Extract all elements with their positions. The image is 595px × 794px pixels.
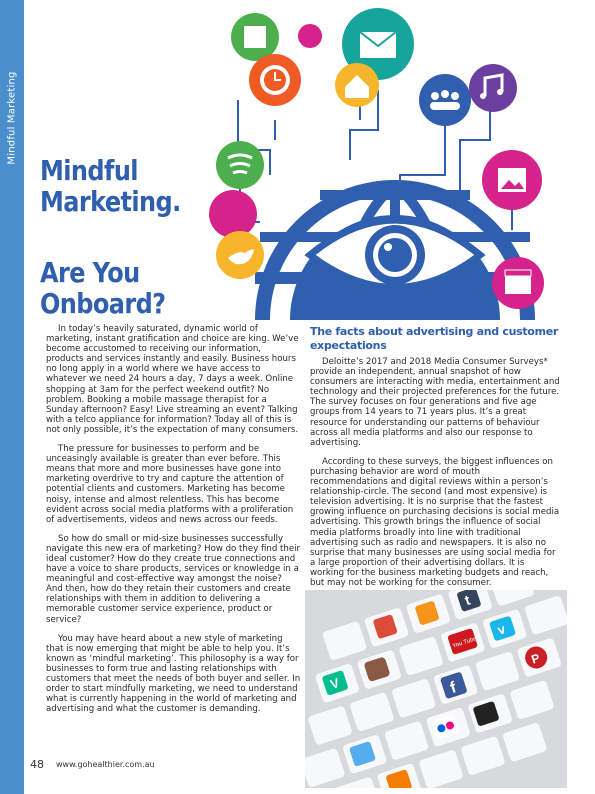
right-paragraph: According to these surveys, the biggest influences on purchasing behavior are word of mouth recommendations and digital reviews within a person’s relationship-circle. The second (and most expensive) is television advertising. It is no surprise that the fastest growing influence on purchasing decisions is social media advertising. This growth brings the influence of social media platforms broadly into line with traditional advertising such as radio and newspapers. It is also no surprise that many businesses are using social media for a large proportion of their advertising dollars. It is working for the business marketing budgets and reach, but may not be working for the consumer. — [310, 456, 560, 588]
image-icon — [482, 150, 542, 210]
headline-line-1: Mindful — [40, 154, 138, 188]
headline-line-3: Are You — [40, 256, 140, 290]
clock-icon — [249, 54, 301, 106]
pinterest-key-label: P — [529, 650, 542, 667]
left-column — [46, 324, 301, 723]
people-icon — [419, 74, 471, 126]
vimeo-key-label: v — [495, 621, 508, 638]
facebook-key-label: f — [448, 679, 459, 698]
tumblr-key-label: t — [462, 591, 473, 609]
left-paragraph: You may have heard about a new style of marketing that is now emerging that might be able to help you. It’s known as ‘mindful marketing’. This philosophy is a way for businesses to form true and lasting relationships with customers that meet the needs of both buyer and seller. In order to start mindfully marketing, we need to understand what is currently happening in the world of marketing and advertising and what the customer is demanding. — [46, 633, 301, 715]
social-keyboard-photo — [305, 590, 567, 788]
youtube-key-label: You Tube — [451, 636, 478, 650]
page-number: 48 — [30, 758, 44, 771]
pink-dot-icon — [209, 190, 257, 238]
bird-icon — [216, 231, 264, 279]
left-paragraph: So how do small or mid-size businesses successfully navigate this new era of marketing? How do they find their ideal customer? How do they create true connections and have a voice to share products, services or knowledge in a meaningful and cost-effective way amongst the noise? And then, how do they retain their customers and create relationships with them in addition to delivering a memorable customer service experience, product or service? — [46, 533, 301, 625]
music-icon — [469, 64, 517, 112]
square-pink-icon — [298, 24, 322, 48]
right-paragraph: Deloitte’s 2017 and 2018 Media Consumer Surveys* provide an independent, annual snapshot of how consumers are interacting with media, entertainment and technology and their projected preferences for the future. The survey focuses on four generations and five age groups from 14 years to 71 years plus. It’s a great resource for understanding our patterns of behaviour across all media platforms and also our response to advertising. — [310, 357, 560, 448]
right-column — [310, 357, 560, 597]
wifi-icon — [216, 141, 264, 189]
headline-line-4: Onboard? — [40, 287, 166, 321]
left-paragraph: In today’s heavily saturated, dynamic world of marketing, instant gratification and choice are king. We’ve become accustomed to receiving our information, products and services instantly and easily. Business hours no long apply in a world where we have access to whatever we need 24 hours a day, 7 days a week. Online shopping at 3am for the perfect weekend outfit? No problem. Booking a mobile massage therapist for a Sunday afternoon? Easy! Live streaming an event? Talking with a telco appliance for information? Today all of this is not only possible, it’s the expectation of many consumers. — [46, 324, 299, 435]
section-label: Mindful Marketing — [6, 71, 18, 165]
left-paragraph: The pressure for businesses to perform and be unceasingly available is greater than ever before. This means that more and more businesses have gone into marketing overdrive to try and capture the attention of potential clients and customers. Marketing has become noisy, intense and almost relentless. This has become evident across social media platforms with a proliferation of advertisements, videos and news across our feeds. — [46, 444, 294, 525]
home-icon — [335, 63, 379, 107]
headline-line-2: Marketing. — [40, 185, 181, 219]
square-icon — [231, 13, 279, 61]
eye-globe-illustration — [200, 0, 595, 320]
section-heading: The facts about advertising and customer expectations — [310, 325, 559, 352]
calendar-icon — [492, 257, 544, 309]
vine-key-label: V — [328, 675, 342, 693]
footer-url: www.gohealthier.com.au — [56, 760, 155, 769]
